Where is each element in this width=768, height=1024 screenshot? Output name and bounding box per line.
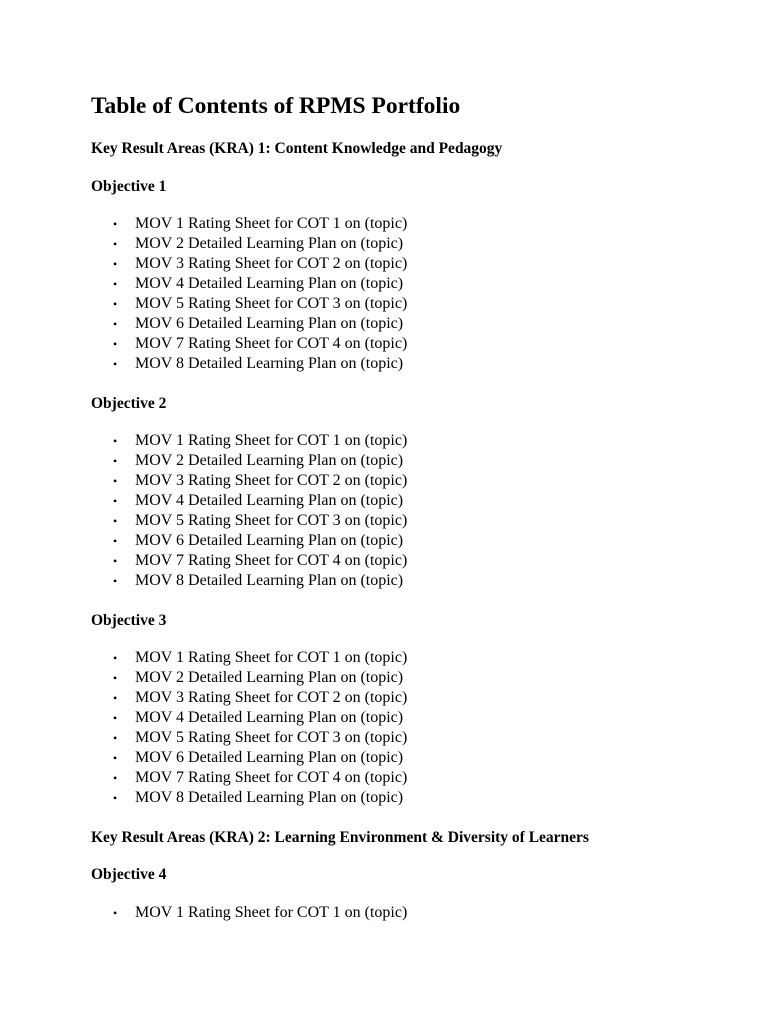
mov-label: MOV 3 Rating Sheet for COT 2 on (topic)	[135, 255, 408, 272]
bullet-icon: •	[113, 237, 118, 251]
mov-label: MOV 1 Rating Sheet for COT 1 on (topic)	[135, 649, 408, 666]
bullet-icon: •	[113, 257, 118, 271]
bullet-icon: •	[113, 771, 118, 785]
bullet-icon: •	[113, 751, 118, 765]
list-item	[91, 903, 407, 923]
mov-label: MOV 4 Detailed Learning Plan on (topic)	[135, 709, 404, 726]
list-item	[91, 571, 407, 591]
bullet-icon: •	[113, 554, 118, 568]
bullet-icon: •	[113, 671, 118, 685]
mov-label: MOV 6 Detailed Learning Plan on (topic)	[135, 749, 404, 766]
list-item	[91, 234, 407, 254]
list-item	[91, 728, 407, 748]
bullet-icon: •	[113, 454, 118, 468]
mov-label: MOV 7 Rating Sheet for COT 4 on (topic)	[135, 552, 408, 569]
mov-label: MOV 8 Detailed Learning Plan on (topic)	[135, 572, 404, 589]
mov-label: MOV 5 Rating Sheet for COT 3 on (topic)	[135, 729, 408, 746]
bullet-icon: •	[113, 277, 118, 291]
list-item	[91, 214, 407, 234]
document-title: Table of Contents of RPMS Portfolio	[91, 93, 461, 119]
list-item	[91, 334, 407, 354]
mov-label: MOV 7 Rating Sheet for COT 4 on (topic)	[135, 769, 408, 786]
mov-label: MOV 5 Rating Sheet for COT 3 on (topic)	[135, 295, 408, 312]
list-item	[91, 274, 407, 294]
mov-label: MOV 4 Detailed Learning Plan on (topic)	[135, 275, 404, 292]
kra-2-heading: Key Result Areas (KRA) 2: Learning Environment & Diversity of Learners	[91, 829, 589, 846]
bullet-icon: •	[113, 534, 118, 548]
mov-label: MOV 8 Detailed Learning Plan on (topic)	[135, 355, 404, 372]
objective-1-mov-list	[91, 214, 407, 374]
bullet-icon: •	[113, 691, 118, 705]
list-item	[91, 668, 407, 688]
bullet-icon: •	[113, 474, 118, 488]
bullet-icon: •	[113, 217, 118, 231]
objective-2-mov-list	[91, 431, 407, 591]
objective-2-heading: Objective 2	[91, 395, 167, 412]
mov-label: MOV 2 Detailed Learning Plan on (topic)	[135, 235, 404, 252]
list-item	[91, 748, 407, 768]
list-item	[91, 648, 407, 668]
bullet-icon: •	[113, 297, 118, 311]
bullet-icon: •	[113, 357, 118, 371]
bullet-icon: •	[113, 337, 118, 351]
mov-label: MOV 6 Detailed Learning Plan on (topic)	[135, 532, 404, 549]
list-item	[91, 451, 407, 471]
bullet-icon: •	[113, 317, 118, 331]
list-item	[91, 551, 407, 571]
list-item	[91, 531, 407, 551]
bullet-icon: •	[113, 731, 118, 745]
list-item	[91, 708, 407, 728]
mov-label: MOV 3 Rating Sheet for COT 2 on (topic)	[135, 472, 408, 489]
list-item	[91, 471, 407, 491]
bullet-icon: •	[113, 514, 118, 528]
bullet-icon: •	[113, 434, 118, 448]
bullet-icon: •	[113, 906, 118, 920]
list-item	[91, 294, 407, 314]
bullet-icon: •	[113, 791, 118, 805]
list-item	[91, 688, 407, 708]
objective-1-heading: Objective 1	[91, 178, 167, 195]
mov-label: MOV 2 Detailed Learning Plan on (topic)	[135, 452, 404, 469]
list-item	[91, 314, 407, 334]
mov-label: MOV 4 Detailed Learning Plan on (topic)	[135, 492, 404, 509]
bullet-icon: •	[113, 711, 118, 725]
mov-label: MOV 5 Rating Sheet for COT 3 on (topic)	[135, 512, 408, 529]
list-item	[91, 491, 407, 511]
list-item	[91, 431, 407, 451]
mov-label: MOV 3 Rating Sheet for COT 2 on (topic)	[135, 689, 408, 706]
list-item	[91, 511, 407, 531]
objective-4-heading: Objective 4	[91, 866, 167, 883]
mov-label: MOV 8 Detailed Learning Plan on (topic)	[135, 789, 404, 806]
list-item	[91, 788, 407, 808]
objective-4-mov-list	[91, 903, 407, 923]
list-item	[91, 354, 407, 374]
list-item	[91, 768, 407, 788]
mov-label: MOV 6 Detailed Learning Plan on (topic)	[135, 315, 404, 332]
bullet-icon: •	[113, 574, 118, 588]
mov-label: MOV 1 Rating Sheet for COT 1 on (topic)	[135, 215, 408, 232]
objective-3-heading: Objective 3	[91, 612, 167, 629]
mov-label: MOV 2 Detailed Learning Plan on (topic)	[135, 669, 404, 686]
bullet-icon: •	[113, 651, 118, 665]
objective-3-mov-list	[91, 648, 407, 808]
mov-label: MOV 7 Rating Sheet for COT 4 on (topic)	[135, 335, 408, 352]
mov-label: MOV 1 Rating Sheet for COT 1 on (topic)	[135, 432, 408, 449]
mov-label: MOV 1 Rating Sheet for COT 1 on (topic)	[135, 904, 408, 921]
bullet-icon: •	[113, 494, 118, 508]
list-item	[91, 254, 407, 274]
kra-1-heading: Key Result Areas (KRA) 1: Content Knowledge and Pedagogy	[91, 140, 503, 157]
